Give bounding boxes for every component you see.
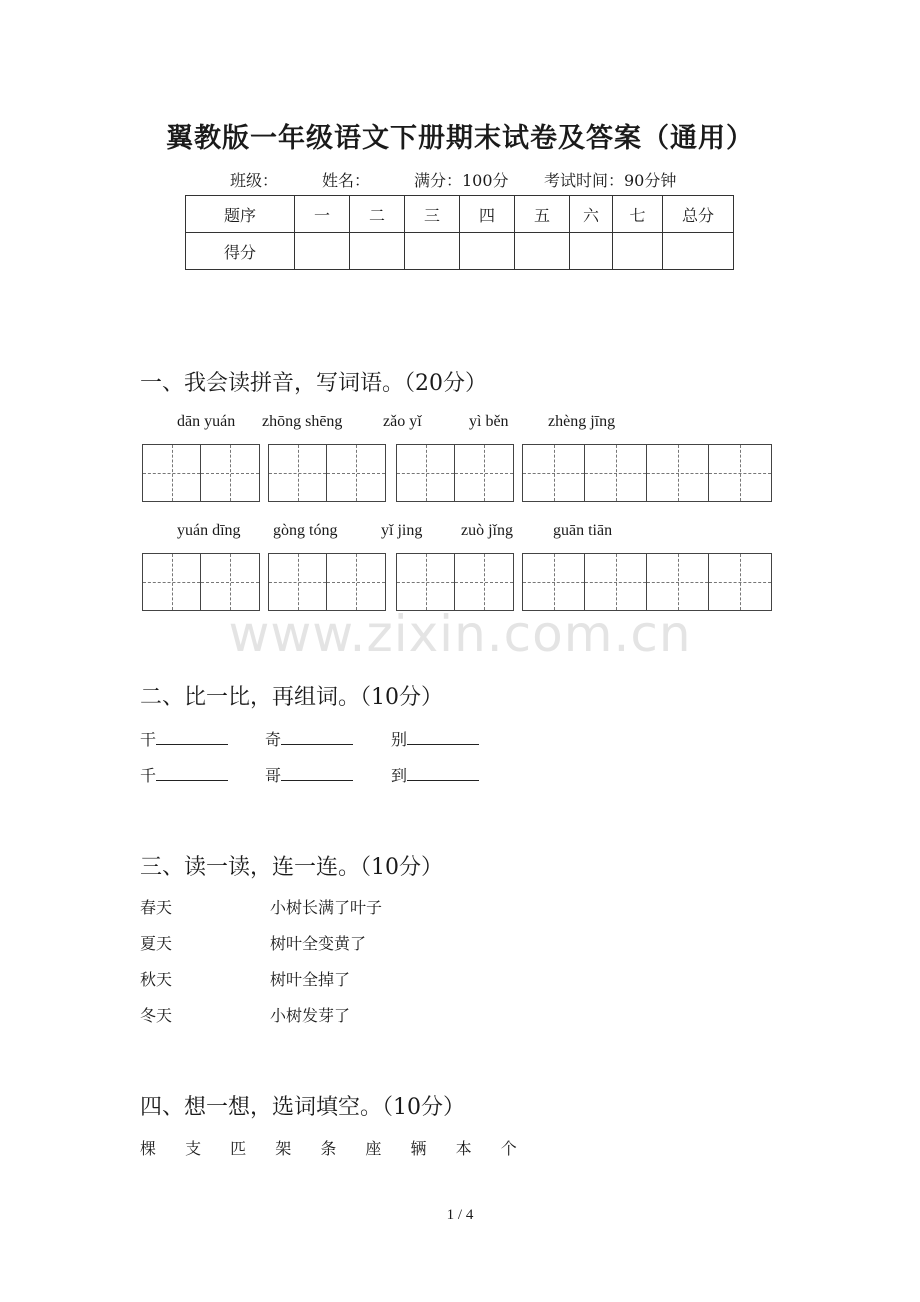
compare-char: 奇 <box>265 730 282 749</box>
pinyin-label: zhōng shēng <box>262 413 343 430</box>
writing-cell[interactable] <box>709 445 771 501</box>
pinyin-label: gòng tóng <box>273 522 338 539</box>
section-1-heading: 一、我会读拼音，写词语。（20分） <box>140 371 487 396</box>
season-label[interactable]: 冬天 <box>140 1006 173 1025</box>
score-cell[interactable] <box>295 233 350 270</box>
season-label[interactable]: 春天 <box>140 898 173 917</box>
writing-grid[interactable] <box>142 444 260 502</box>
score-cell[interactable] <box>663 233 734 270</box>
header-cell-2: 二 <box>350 196 405 233</box>
header-cell-4: 四 <box>460 196 515 233</box>
writing-grid[interactable] <box>522 553 772 611</box>
writing-cell[interactable] <box>327 554 385 610</box>
compare-word-item <box>391 727 479 750</box>
writing-cell[interactable] <box>201 445 259 501</box>
writing-grid[interactable] <box>142 553 260 611</box>
writing-cell[interactable] <box>455 445 513 501</box>
writing-cell[interactable] <box>397 554 455 610</box>
header-cell-1: 一 <box>295 196 350 233</box>
writing-cell[interactable] <box>201 554 259 610</box>
pinyin-label: zuò jǐng <box>461 522 513 539</box>
header-cell-3: 三 <box>405 196 460 233</box>
compare-char: 千 <box>140 766 157 785</box>
writing-cell[interactable] <box>397 445 455 501</box>
section-2-heading: 二、比一比，再组词。（10分） <box>140 685 443 710</box>
writing-cell[interactable] <box>143 554 201 610</box>
compare-word-item <box>140 763 228 786</box>
compare-char: 干 <box>140 730 157 749</box>
compare-word-item <box>391 763 479 786</box>
writing-cell[interactable] <box>269 445 327 501</box>
writing-cell[interactable] <box>585 554 647 610</box>
score-table-score-row <box>186 233 734 270</box>
compare-char: 哥 <box>265 766 282 785</box>
writing-grid[interactable] <box>522 444 772 502</box>
compare-word-item <box>265 763 353 786</box>
writing-cell[interactable] <box>143 445 201 501</box>
pinyin-label: yuán dīng <box>177 522 241 539</box>
writing-cell[interactable] <box>647 554 709 610</box>
section-3-heading: 三、读一读，连一连。（10分） <box>140 855 443 880</box>
season-phrase[interactable]: 树叶全掉了 <box>270 970 351 989</box>
season-phrase[interactable]: 小树长满了叶子 <box>270 898 383 917</box>
header-cell-7: 七 <box>613 196 663 233</box>
season-label[interactable]: 秋天 <box>140 970 173 989</box>
season-phrase[interactable]: 树叶全变黄了 <box>270 934 367 953</box>
header-cell-6: 六 <box>570 196 613 233</box>
score-table <box>185 195 734 270</box>
answer-blank[interactable] <box>156 730 228 745</box>
answer-blank[interactable] <box>156 766 228 781</box>
pinyin-label: zǎo yǐ <box>383 413 422 430</box>
header-cell-total: 总分 <box>663 196 734 233</box>
measure-word-list: 棵 支 匹 架 条 座 辆 本 个 <box>140 1139 529 1158</box>
compare-word-item <box>265 727 353 750</box>
page-number: 1 / 4 <box>446 1207 474 1223</box>
class-label: 班级： <box>230 171 279 190</box>
score-cell[interactable] <box>613 233 663 270</box>
compare-char: 到 <box>391 766 408 785</box>
page-title: 翼教版一年级语文下册期末试卷及答案（通用） <box>166 123 754 154</box>
full-score-label: 满分：100分 <box>414 171 509 190</box>
answer-blank[interactable] <box>407 730 479 745</box>
writing-grid[interactable] <box>268 444 386 502</box>
score-cell[interactable] <box>460 233 515 270</box>
compare-word-item <box>140 727 228 750</box>
writing-grid[interactable] <box>268 553 386 611</box>
score-cell[interactable] <box>515 233 570 270</box>
writing-cell[interactable] <box>647 445 709 501</box>
score-cell[interactable] <box>405 233 460 270</box>
pinyin-label: yì běn <box>469 413 509 430</box>
score-cell[interactable] <box>350 233 405 270</box>
writing-cell[interactable] <box>585 445 647 501</box>
writing-cell[interactable] <box>327 445 385 501</box>
writing-cell[interactable] <box>455 554 513 610</box>
answer-blank[interactable] <box>407 766 479 781</box>
pinyin-label: zhèng jīng <box>548 413 616 430</box>
writing-cell[interactable] <box>523 554 585 610</box>
score-table-header-row <box>186 196 734 233</box>
score-row-label: 得分 <box>186 233 295 270</box>
season-label[interactable]: 夏天 <box>140 934 173 953</box>
writing-grid[interactable] <box>396 553 514 611</box>
season-phrase[interactable]: 小树发芽了 <box>270 1006 351 1025</box>
exam-time-label: 考试时间：90分钟 <box>544 171 677 190</box>
score-cell[interactable] <box>570 233 613 270</box>
writing-cell[interactable] <box>269 554 327 610</box>
pinyin-label: yǐ jing <box>381 522 423 539</box>
watermark: www.zixin.com.cn <box>228 605 692 663</box>
header-cell-5: 五 <box>515 196 570 233</box>
answer-blank[interactable] <box>281 730 353 745</box>
writing-grid[interactable] <box>396 444 514 502</box>
section-4-heading: 四、想一想，选词填空。（10分） <box>140 1095 465 1120</box>
answer-blank[interactable] <box>281 766 353 781</box>
compare-char: 别 <box>391 730 408 749</box>
writing-cell[interactable] <box>709 554 771 610</box>
pinyin-label: dān yuán <box>177 413 236 430</box>
name-label: 姓名： <box>322 171 371 190</box>
writing-cell[interactable] <box>523 445 585 501</box>
header-cell-order: 题序 <box>186 196 295 233</box>
pinyin-label: guān tiān <box>553 522 613 539</box>
